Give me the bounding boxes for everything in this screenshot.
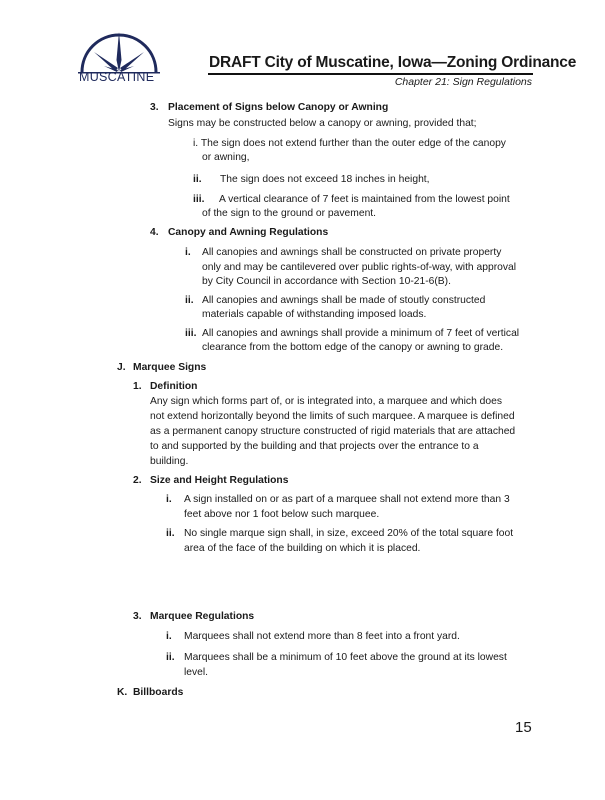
list-item-line: Marquees shall not extend more than 8 feet into a front yard.	[184, 631, 460, 642]
section-heading: Marquee Signs	[133, 362, 207, 373]
list-item-line: clearance from the bottom edge of the canopy or awning to grade.	[202, 342, 504, 353]
list-item-line: i. The sign does not extend further than the outer edge of the canopy	[193, 138, 506, 149]
section-letter: J.	[117, 362, 126, 373]
chapter-subtitle: Chapter 21: Sign Regulations	[394, 76, 532, 88]
list-item-line: The sign does not exceed 18 inches in height,	[220, 174, 430, 185]
list-item-line: No single marque sign shall, in size, exceed 20% of the total square foot	[184, 528, 514, 539]
title-underline	[208, 73, 533, 75]
list-item-line: All canopies and awnings shall be made of stoutly constructed	[202, 295, 486, 306]
section-heading: Definition	[150, 381, 198, 392]
section-heading: Billboards	[133, 687, 184, 698]
paragraph-line: Any sign which forms part of, or is integrated into, a marquee and which does	[150, 396, 502, 407]
paragraph-line: as a permanent canopy structure constructed of rigid materials that are attached	[150, 426, 516, 437]
list-number: iii.	[193, 194, 205, 205]
list-item-line: or awning,	[202, 152, 250, 163]
logo-text: MUSCATINE	[79, 70, 155, 84]
section-number: 1.	[133, 381, 142, 392]
section-number: 3.	[150, 102, 159, 113]
paragraph-line: building.	[150, 456, 189, 467]
paragraph-line: not extend horizontally beyond the limits of such marquee. A marquee is defined	[150, 411, 515, 422]
document-title: DRAFT City of Muscatine, Iowa—Zoning Ordinance	[209, 54, 577, 71]
list-number: iii.	[185, 328, 197, 339]
page-number: 15	[515, 719, 532, 736]
list-item-line: materials capable of withstanding imposed loads.	[202, 309, 427, 320]
section-letter: K.	[117, 687, 128, 698]
list-number: ii.	[185, 295, 194, 306]
list-number: i.	[185, 247, 191, 258]
section-heading: Canopy and Awning Regulations	[168, 227, 329, 238]
list-number: i.	[166, 631, 172, 642]
paragraph-line: Signs may be constructed below a canopy or awning, provided that;	[168, 118, 477, 129]
list-item-line: All canopies and awnings shall be constructed on private property	[202, 247, 502, 258]
list-item-line: level.	[184, 667, 209, 678]
muscatine-logo	[74, 30, 164, 91]
list-item-line: A sign installed on or as part of a marquee shall not extend more than 3	[184, 494, 510, 505]
list-item-line: of the sign to the ground or pavement.	[202, 208, 377, 219]
list-item-line: A vertical clearance of 7 feet is maintained from the lowest point	[219, 194, 510, 205]
list-item-line: area of the face of the building on which it is placed.	[184, 543, 421, 554]
paragraph-line: to and supported by the building and that projects over the entrance to a	[150, 441, 479, 452]
list-item-line: by City Council in accordance with Section 10-21-6(B).	[202, 276, 451, 287]
list-number: ii.	[166, 528, 175, 539]
section-heading: Placement of Signs below Canopy or Awning	[168, 102, 389, 113]
list-item-line: Marquees shall be a minimum of 10 feet above the ground at its lowest	[184, 652, 507, 663]
list-number: ii.	[166, 652, 175, 663]
list-number: ii.	[193, 174, 202, 185]
section-number: 2.	[133, 475, 142, 486]
list-item-line: All canopies and awnings shall provide a minimum of 7 feet of vertical	[202, 328, 520, 339]
section-heading: Marquee Regulations	[150, 611, 255, 622]
section-number: 4.	[150, 227, 159, 238]
section-heading: Size and Height Regulations	[150, 475, 289, 486]
list-item-line: feet above nor 1 foot below such marquee.	[184, 509, 380, 520]
section-number: 3.	[133, 611, 142, 622]
list-item-line: only and may be cantilevered over public rights-of-way, with approval	[202, 262, 517, 273]
list-number: i.	[166, 494, 172, 505]
